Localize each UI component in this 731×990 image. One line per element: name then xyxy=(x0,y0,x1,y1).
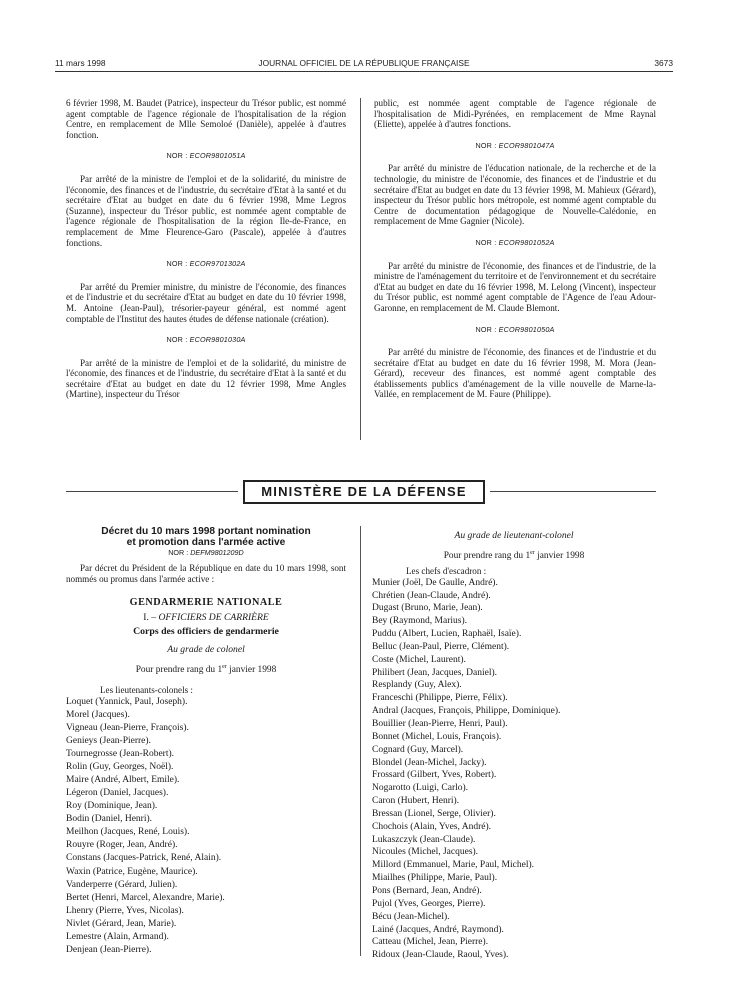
list-item: Bécu (Jean-Michel). xyxy=(372,911,450,922)
list-item: Morel (Jacques). xyxy=(66,709,130,720)
list-item: Waxin (Patrice, Eugène, Maurice). xyxy=(66,866,198,877)
list-item: Caron (Hubert, Henri). xyxy=(372,796,460,807)
list-item: Philibert (Jean, Jacques, Daniel). xyxy=(372,667,498,678)
list-item: Rouyre (Roger, Jean, André). xyxy=(66,840,178,851)
header-date: 11 mars 1998 xyxy=(55,58,106,68)
rank-date: Pour prendre rang du 1er janvier 1998 xyxy=(135,664,277,676)
paragraph: 6 février 1998, M. Baudet (Patrice), inspecteur du Trésor public, est nommé agent comptable de l'agence régionale de l'hospitalisation de la région Centre, en remplacement de Mlle Semoloé (Danièle), appelée à d'autres fonction. xyxy=(66,98,346,140)
paragraph: Par arrêté de la ministre de l'emploi et de la solidarité, du ministre de l'économie, des finances et de l'industrie, du secrétaire d'Etat à la santé et du secrétaire d'Etat au budget en date du 12 février 1998, Mme Angles (Martine), inspecteur du Trésor xyxy=(66,357,346,400)
list-item: Rolin (Guy, Georges, Noël). xyxy=(66,762,174,773)
column-divider xyxy=(360,98,361,440)
grade-heading: Au grade de colonel xyxy=(167,644,245,656)
section-heading: GENDARMERIE NATIONALE xyxy=(129,597,283,609)
list-item: Miailhes (Philippe, Marie, Paul). xyxy=(372,873,498,884)
list-item: Millord (Emmanuel, Marie, Paul, Michel). xyxy=(372,860,534,871)
rank-date: Pour prendre rang du 1er janvier 1998 xyxy=(443,550,585,562)
list-item: Meilhon (Jacques, René, Louis). xyxy=(66,827,190,838)
nor-reference: NOR : ECOR9701302A xyxy=(166,259,246,269)
list-item: Pons (Bernard, Jean, André). xyxy=(372,885,482,896)
top-left-column xyxy=(66,98,346,400)
list-item: Nivlet (Gérard, Jean, Marie). xyxy=(66,918,177,929)
decree-intro: Par décret du Président de la République en date du 10 mars 1998, sont nommés ou promus dans l'armée active : xyxy=(66,563,346,584)
paragraph: Par arrêté du Premier ministre, du ministre de l'économie, des finances et de l'industrie et du secrétaire d'Etat au budget en date du 10 février 1998, M. Antoine (Jean-Paul), trésorier-payeur général, est nommé agent comptable de l'Institut des hautes études de défense nationale (création). xyxy=(66,281,346,324)
list-item: Roy (Dominique, Jean). xyxy=(66,801,158,812)
list-item: Bouillier (Jean-Pierre, Henri, Paul). xyxy=(372,719,508,729)
list-item: Lukaszczyk (Jean-Claude). xyxy=(372,834,476,845)
top-right-column xyxy=(374,98,656,400)
paragraph: Par arrêté du ministre de l'éducation nationale, de la recherche et de la technologie, du ministre de l'économie, des finances et de l'industrie et du secrétaire d'Etat au budget en date du 13 février 1998, M. Mahieux (Gérard), inspecteur du Trésor public hors métropole, est nommé agent comptable du Centre de documentation pédagogique de Nouvelle-Calédonie, en remplacement de Mme Gagnier (Nicole). xyxy=(374,163,656,227)
list-item: Frossard (Gilbert, Yves, Robert). xyxy=(372,770,497,781)
ministry-heading: MINISTÈRE DE LA DÉFENSE xyxy=(243,480,485,504)
paragraph: Par arrêté du ministre de l'économie, des finances et de l'industrie et du secrétaire d'Etat au budget en date du 16 février 1998, M. Mora (Jean-Gérard), receveur des finances, est nommé agent comptable des établissements publics d'aménagement de la ville nouvelle de Marne-la-Vallée, en remplacement de M. Faure (Philippe). xyxy=(374,347,656,400)
list-item: Bressan (Lionel, Serge, Olivier). xyxy=(372,808,496,819)
paragraph: public, est nommée agent comptable de l'agence régionale de l'hospitalisation de Midi-Pyrénées, en remplacement de Mme Raynal (Eliette), appelée à d'autres fonctions. xyxy=(374,98,656,130)
list-item: Maire (André, Albert, Emile). xyxy=(66,775,180,786)
list-item: Andral (Jacques, François, Philippe, Dominique). xyxy=(372,706,561,717)
list-item: Lemestre (Alain, Armand). xyxy=(66,931,169,942)
list-item: Bertet (Henri, Marcel, Alexandre, Marie). xyxy=(66,892,225,903)
list-item: Lainé (Jacques, André, Raymond). xyxy=(372,924,504,935)
list-item: Denjean (Jean-Pierre). xyxy=(66,944,152,955)
header-title: JOURNAL OFFICIEL DE LA RÉPUBLIQUE FRANÇAISE xyxy=(258,58,470,68)
nor-reference: NOR : ECOR9801030A xyxy=(166,335,246,345)
nor-reference: NOR : ECOR9801052A xyxy=(475,237,555,247)
list-item: Lhenry (Pierre, Yves, Nicolas). xyxy=(66,905,184,916)
header-rule xyxy=(55,71,673,72)
column-divider xyxy=(360,526,361,956)
header-page-number: 3673 xyxy=(654,58,673,68)
list-item: Nogarotto (Luigi, Carlo). xyxy=(372,783,469,794)
list-item: Belluc (Jean-Paul, Pierre, Clément). xyxy=(372,641,510,652)
decree-title: Décret du 10 mars 1998 portant nomination et promotion dans l'armée active xyxy=(101,526,311,548)
nor-reference: NOR : DEFM9801209D xyxy=(168,548,244,557)
list-item: Bodin (Daniel, Henri). xyxy=(66,814,153,825)
names-list xyxy=(372,577,656,962)
subsection-heading: I. – OFFICIERS DE CARRIÈRE xyxy=(143,612,269,624)
list-item: Bey (Raymond, Marius). xyxy=(372,616,467,627)
bottom-left-column xyxy=(66,526,346,957)
nor-reference: NOR : ECOR9801051A xyxy=(166,151,246,161)
list-item: Blondel (Jean-Michel, Jacky). xyxy=(372,757,487,768)
paragraph: Par arrêté de la ministre de l'emploi et de la solidarité, du ministre de l'économie, des finances et de l'industrie, du secrétaire d'Etat à la santé et du secrétaire d'Etat au budget en date du 6 février 1998, Mme Legros (Suzanne), inspecteur du Trésor public, est nommée agent comptable de l'agence régionale de l'hospitalisation de la région Ile-de-France, en remplacement de Mme Fleurence-Garo (Pascale), appelée à d'autres fonctions. xyxy=(66,173,346,248)
page-header xyxy=(55,58,673,72)
list-item: Cognard (Guy, Marcel). xyxy=(372,744,464,755)
nor-reference: NOR : ECOR9801050A xyxy=(475,324,555,334)
list-item: Pujol (Yves, Georges, Pierre). xyxy=(372,898,486,909)
separator-line xyxy=(490,491,656,492)
list-item: Catteau (Michel, Jean, Pierre). xyxy=(372,937,489,948)
list-item: Dugast (Bruno, Marie, Jean). xyxy=(372,603,483,614)
list-item: Puddu (Albert, Lucien, Raphaël, Isaïe). xyxy=(372,629,522,640)
list-item: Légeron (Daniel, Jacques). xyxy=(66,788,169,799)
list-item: Tournegrosse (Jean-Robert). xyxy=(66,749,175,760)
separator-line xyxy=(66,491,238,492)
list-item: Chochois (Alain, Yves, André). xyxy=(372,821,492,832)
list-item: Bonnet (Michel, Louis, François). xyxy=(372,731,502,742)
list-item: Genieys (Jean-Pierre). xyxy=(66,736,151,747)
list-item: Constans (Jacques-Patrick, René, Alain). xyxy=(66,853,222,864)
list-item: Loquet (Yannick, Paul, Joseph). xyxy=(66,696,188,707)
list-item: Chrétien (Jean-Claude, André). xyxy=(372,590,491,601)
grade-heading: Au grade de lieutenant-colonel xyxy=(454,530,574,541)
list-item: Vigneau (Jean-Pierre, François). xyxy=(66,723,189,733)
bottom-right-column xyxy=(372,530,656,962)
list-item: Resplandy (Guy, Alex). xyxy=(372,680,462,691)
list-item: Nicoules (Michel, Jacques). xyxy=(372,847,479,858)
nor-reference: NOR : ECOR9801047A xyxy=(475,140,555,150)
list-item: Ridoux (Jean-Claude, Raoul, Yves). xyxy=(372,950,509,961)
paragraph: Par arrêté du ministre de l'économie, des finances et de l'industrie, de la ministre de l'aménagement du territoire et de l'environnement et du secrétaire d'Etat au budget en date du 16 février 1998, M. Lelong (Vincent), inspecteur du Trésor public, est nommé agent comptable de l'Agence de l'eau Adour-Garonne, en remplacement de M. Claude Blemont. xyxy=(374,260,656,313)
list-item: Franceschi (Philippe, Pierre, Félix). xyxy=(372,693,508,704)
list-item: Vanderperre (Gérard, Julien). xyxy=(66,879,178,890)
list-item: Munier (Joël, De Gaulle, André). xyxy=(372,577,498,588)
list-lead: Les chefs d'escadron : xyxy=(406,566,487,577)
names-list xyxy=(66,696,346,957)
list-lead: Les lieutenants-colonels : xyxy=(100,685,193,696)
list-item: Coste (Michel, Laurent). xyxy=(372,654,466,665)
corps-heading: Corps des officiers de gendarmerie xyxy=(133,626,279,638)
